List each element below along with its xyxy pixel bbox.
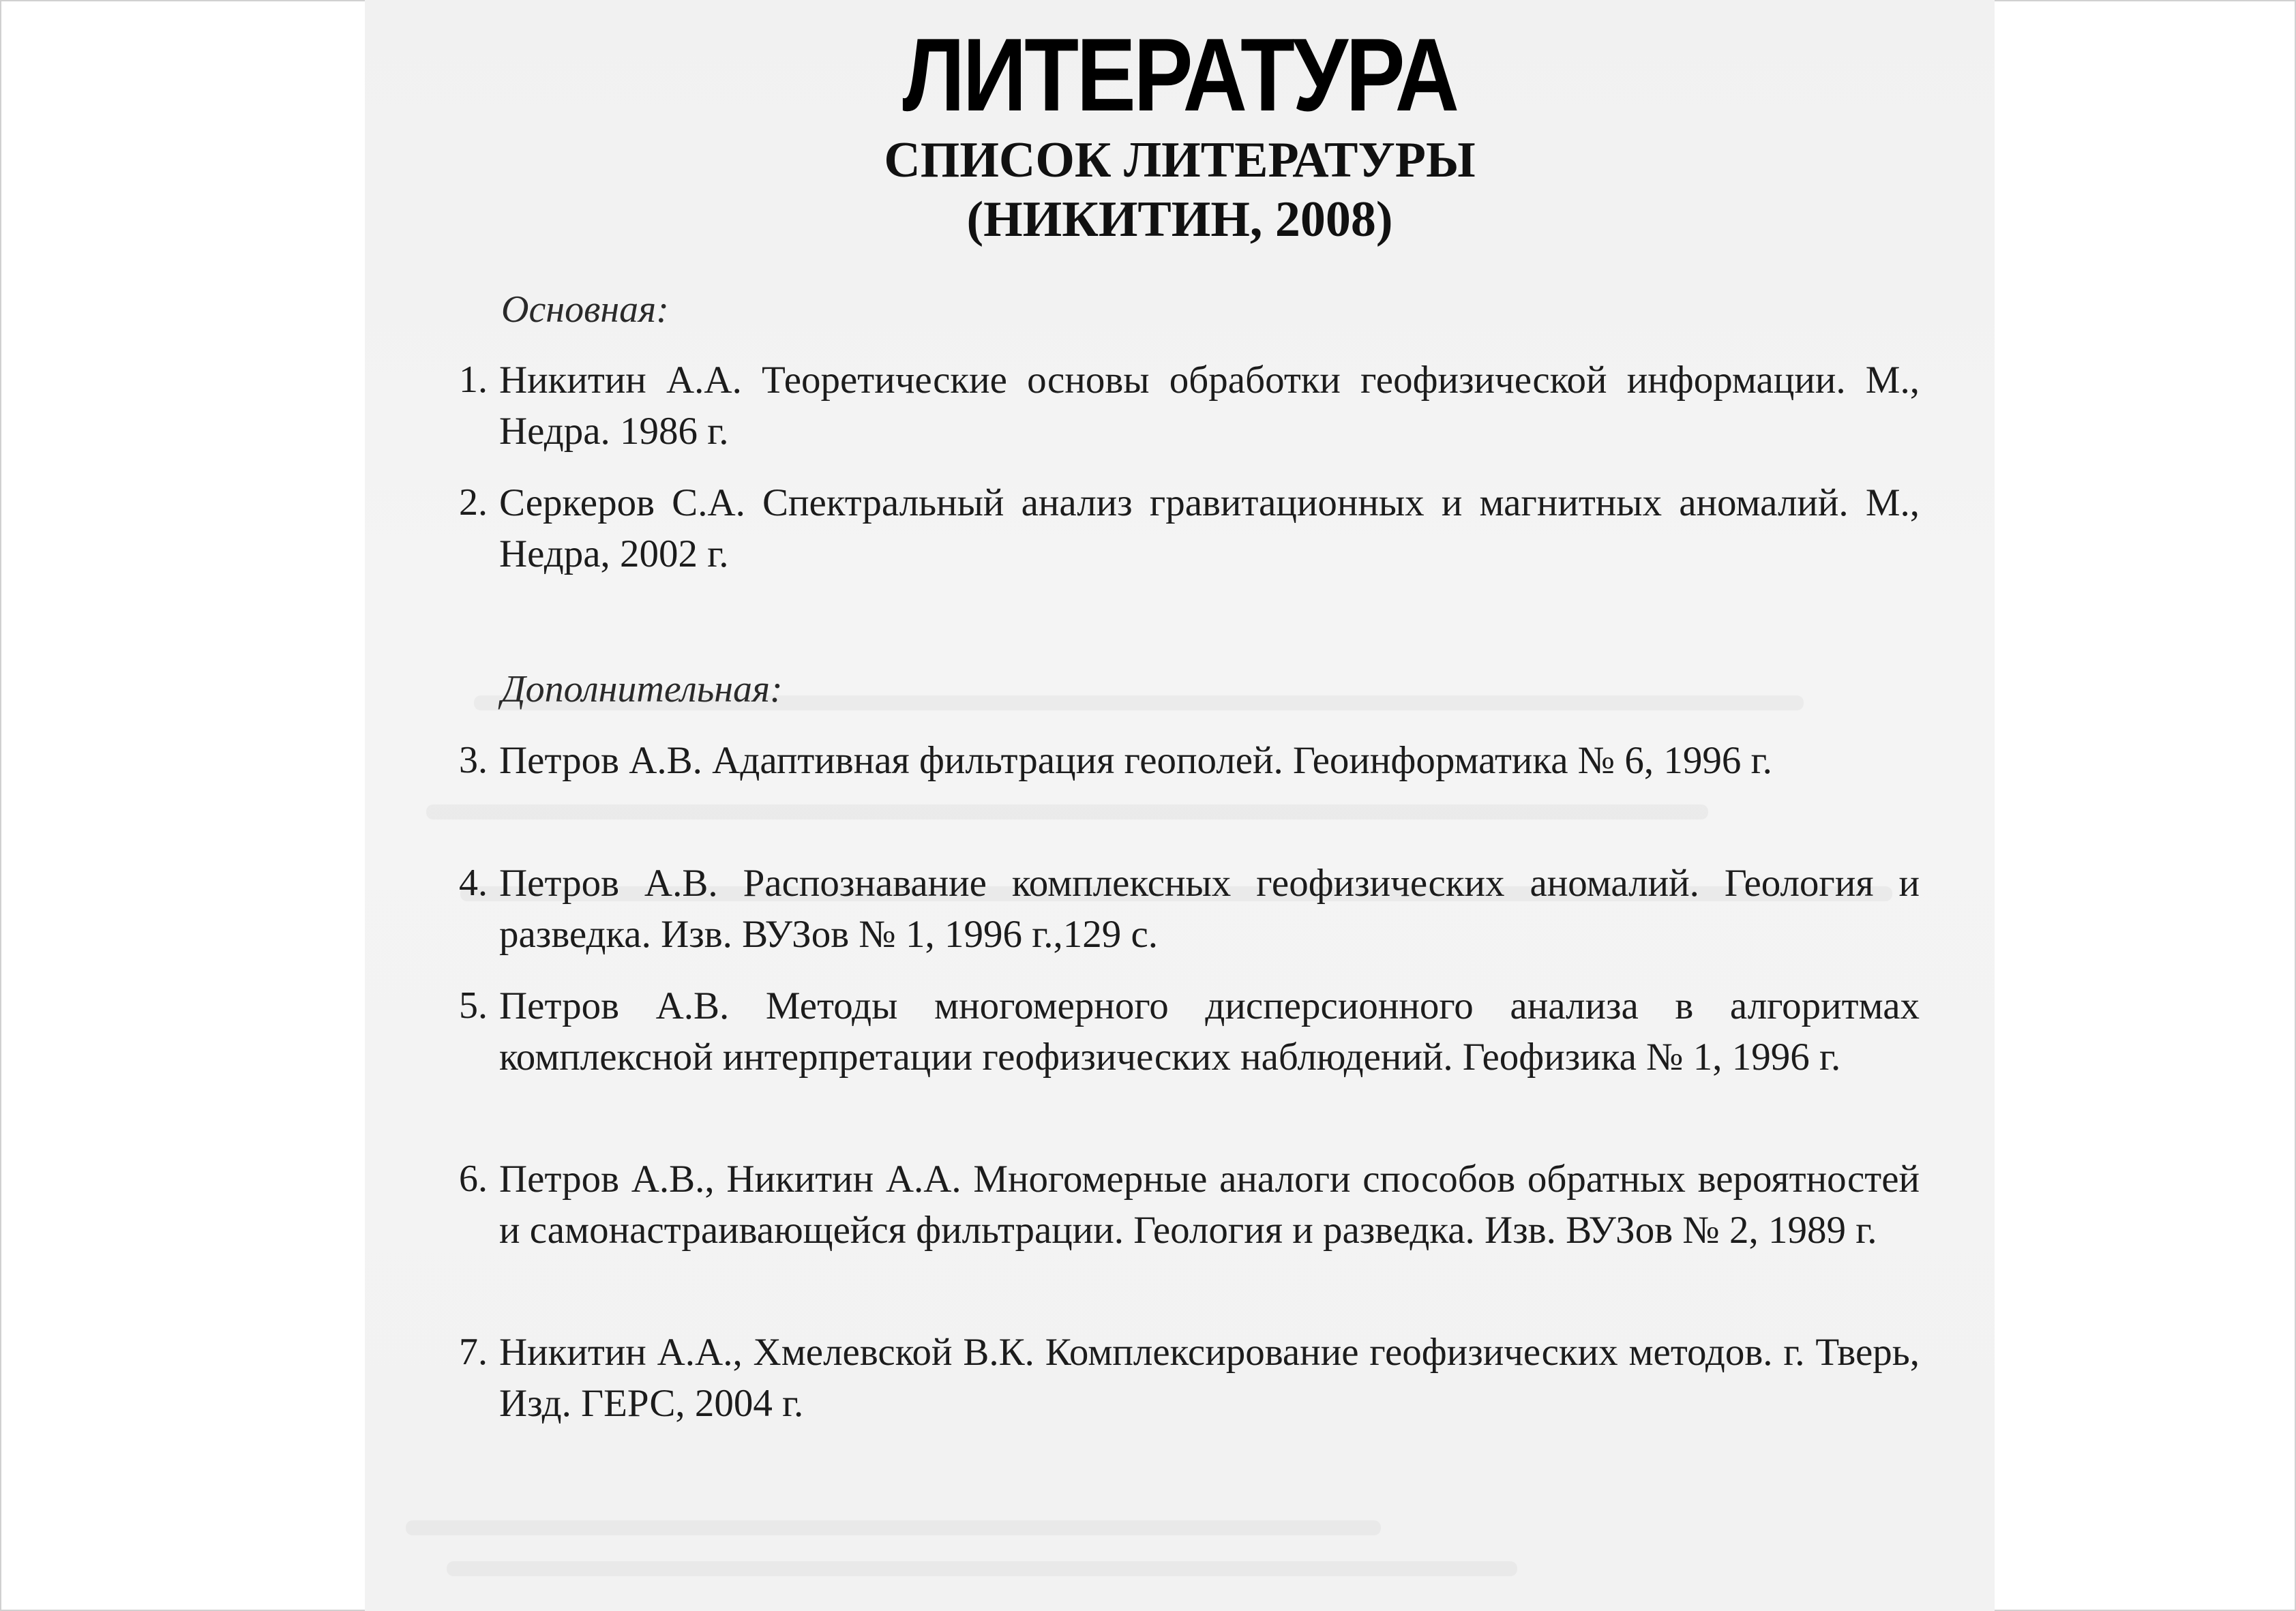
- reference-number: 2.: [459, 481, 488, 524]
- reference-number: 1.: [459, 359, 488, 401]
- reference-number: 7.: [459, 1331, 488, 1373]
- reference-text: Петров А.В. Методы многомерного дисперсионного анализа в алгоритмах комплексной интерпретации геофизических наблюдений. Геофизика № 1, 1996 г.: [499, 984, 1920, 1079]
- reference-number: 5.: [459, 984, 488, 1027]
- reference-number: 4.: [459, 862, 488, 904]
- reference-number: 6.: [459, 1158, 488, 1200]
- reference-text: Никитин А.А. Теоретические основы обработки геофизической информации. М., Недра. 1986 г.: [499, 359, 1920, 453]
- list-source: (НИКИТИН, 2008): [966, 192, 1393, 247]
- reference-text: Петров А.В., Никитин А.А. Многомерные аналоги способов обратных вероятностей и самонастраивающейся фильтрации. Геология и разведка. Изв. ВУЗов № 2, 1989 г.: [499, 1158, 1920, 1252]
- reference-number: 3.: [459, 739, 488, 781]
- section-label-main: Основная:: [501, 288, 669, 331]
- page-title: ЛИТЕРАТУРА: [902, 17, 1457, 133]
- reference-text: Серкеров С.А. Спектральный анализ гравитационных и магнитных аномалий. М., Недра, 2002 г.: [499, 481, 1920, 575]
- list-heading: СПИСОК ЛИТЕРАТУРЫ: [884, 132, 1476, 188]
- reference-text: Никитин А.А., Хмелевской В.К. Комплексирование геофизических методов. г. Тверь, Изд. ГЕРС, 2004 г.: [499, 1331, 1920, 1425]
- reference-text: Петров А.В. Распознавание комплексных геофизических аномалий. Геология и разведка. Изв. ВУЗов № 1, 1996 г.,129 с.: [499, 862, 1920, 956]
- reference-text: Петров А.В. Адаптивная фильтрация геополей. Геоинформатика № 6, 1996 г.: [499, 739, 1772, 782]
- section-label-additional: Дополнительная:: [501, 668, 783, 710]
